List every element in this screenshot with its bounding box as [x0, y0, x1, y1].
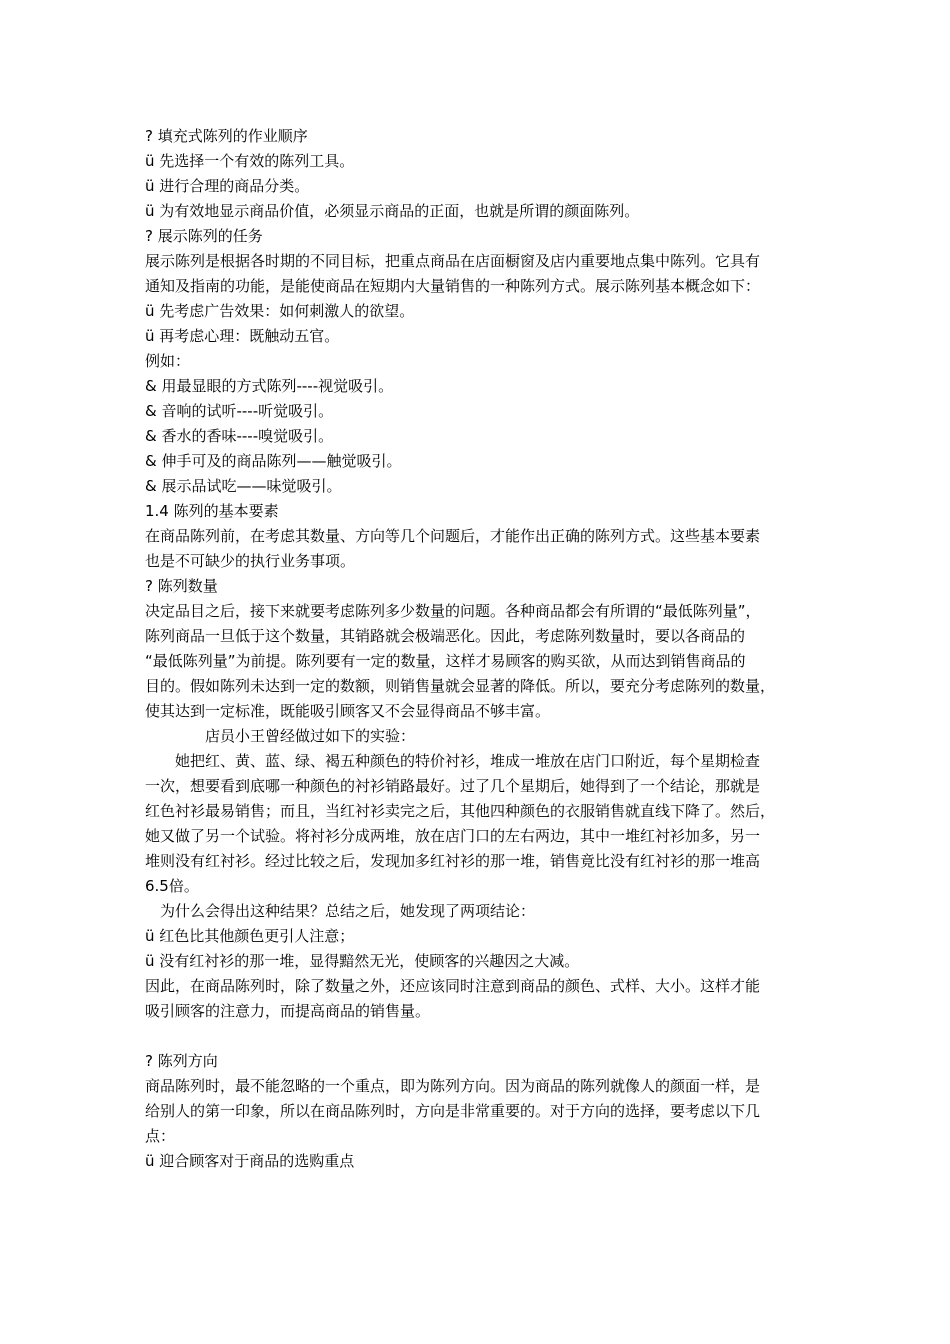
paragraph-line: 也是不可缺少的执行业务事项。: [145, 552, 356, 570]
list-item: & 香水的香味----嗅觉吸引。: [145, 427, 334, 445]
list-item: & 用最显眼的方式陈列----视觉吸引。: [145, 377, 394, 395]
list-item: ü 没有红衬衫的那一堆，显得黯然无光，使顾客的兴趣因之大减。: [145, 952, 580, 970]
paragraph-line: 点：: [145, 1127, 176, 1145]
paragraph-line: 因此，在商品陈列时，除了数量之外，还应该同时注意到商品的颜色、式样、大小。这样才能: [145, 977, 761, 995]
bullet-heading: ? 陈列数量: [145, 577, 218, 595]
list-item: ü 先考虑广告效果：如何刺激人的欲望。: [145, 302, 415, 320]
paragraph-line: 商品陈列时，最不能忽略的一个重点，即为陈列方向。因为商品的陈列就像人的颜面一样，是: [145, 1077, 761, 1095]
paragraph-line: 使其达到一定标准，既能吸引顾客又不会显得商品不够丰富。: [145, 702, 551, 720]
bullet-heading: ? 陈列方向: [145, 1052, 218, 1070]
paragraph-line: 例如：: [145, 352, 191, 370]
paragraph-line: 展示陈列是根据各时期的不同目标，把重点商品在店面橱窗及店内重要地点集中陈列。它具有: [145, 252, 761, 270]
blank-line: [145, 1024, 810, 1049]
paragraph-line: 她又做了另一个试验。将衬衫分成两堆，放在店门口的左右两边，其中一堆红衬衫加多，另一: [145, 827, 761, 845]
bullet-heading: ? 填充式陈列的作业顺序: [145, 127, 308, 145]
paragraph-line: 决定品目之后，接下来就要考虑陈列多少数量的问题。各种商品都会有所谓的“最低陈列量”，: [145, 602, 761, 620]
paragraph-line: “最低陈列量”为前提。陈列要有一定的数量，这样才易顾客的购买欲，从而达到销售商品的: [145, 652, 746, 670]
list-item: ü 进行合理的商品分类。: [145, 177, 310, 195]
paragraph-line: 店员小王曾经做过如下的实验：: [205, 727, 416, 745]
paragraph-line: 目的。假如陈列未达到一定的数额，则销售量就会显著的降低。所以，要充分考虑陈列的数量，: [145, 677, 776, 695]
list-item: ü 先选择一个有效的陈列工具。: [145, 152, 355, 170]
paragraph-line: 在商品陈列前，在考虑其数量、方向等几个问题后，才能作出正确的陈列方式。这些基本要素: [145, 527, 761, 545]
list-item: & 伸手可及的商品陈列——触觉吸引。: [145, 452, 402, 470]
paragraph-line: 堆则没有红衬衫。经过比较之后，发现加多红衬衫的那一堆，销售竟比没有红衬衫的那一堆高: [145, 852, 761, 870]
section-heading: 1.4 陈列的基本要素: [145, 502, 279, 520]
list-item: ü 为有效地显示商品价值，必须显示商品的正面，也就是所谓的颜面陈列。: [145, 202, 640, 220]
paragraph-line: 她把红、黄、蓝、绿、褐五种颜色的特价衬衫，堆成一堆放在店门口附近，每个星期检查: [175, 752, 761, 770]
paragraph-line: 给别人的第一印象，所以在商品陈列时，方向是非常重要的。对于方向的选择，要考虑以下几: [145, 1102, 761, 1120]
bullet-heading: ? 展示陈列的任务: [145, 227, 263, 245]
list-item: ü 迎合顾客对于商品的选购重点: [145, 1152, 355, 1170]
paragraph-line: 为什么会得出这种结果？总结之后，她发现了两项结论：: [160, 902, 536, 920]
list-item: ü 红色比其他颜色更引人注意；: [145, 927, 355, 945]
list-item: ü 再考虑心理：既触动五官。: [145, 327, 340, 345]
list-item: & 展示品试吃——味觉吸引。: [145, 477, 342, 495]
paragraph-line: 通知及指南的功能，是能使商品在短期内大量销售的一种陈列方式。展示陈列基本概念如下：: [145, 277, 761, 295]
paragraph-line: 陈列商品一旦低于这个数量，其销路就会极端恶化。因此，考虑陈列数量时，要以各商品的: [145, 627, 746, 645]
paragraph-line: 6.5倍。: [145, 877, 199, 895]
document-page: [145, 124, 810, 1174]
paragraph-line: 红色衬衫最易销售；而且，当红衬衫卖完之后，其他四种颜色的衣服销售就直线下降了。然后，: [145, 802, 776, 820]
list-item: & 音响的试听----听觉吸引。: [145, 402, 334, 420]
paragraph-line: 吸引顾客的注意力，而提高商品的销售量。: [145, 1002, 431, 1020]
paragraph-line: 一次，想要看到底哪一种颜色的衬衫销路最好。过了几个星期后，她得到了一个结论，那就是: [145, 777, 761, 795]
